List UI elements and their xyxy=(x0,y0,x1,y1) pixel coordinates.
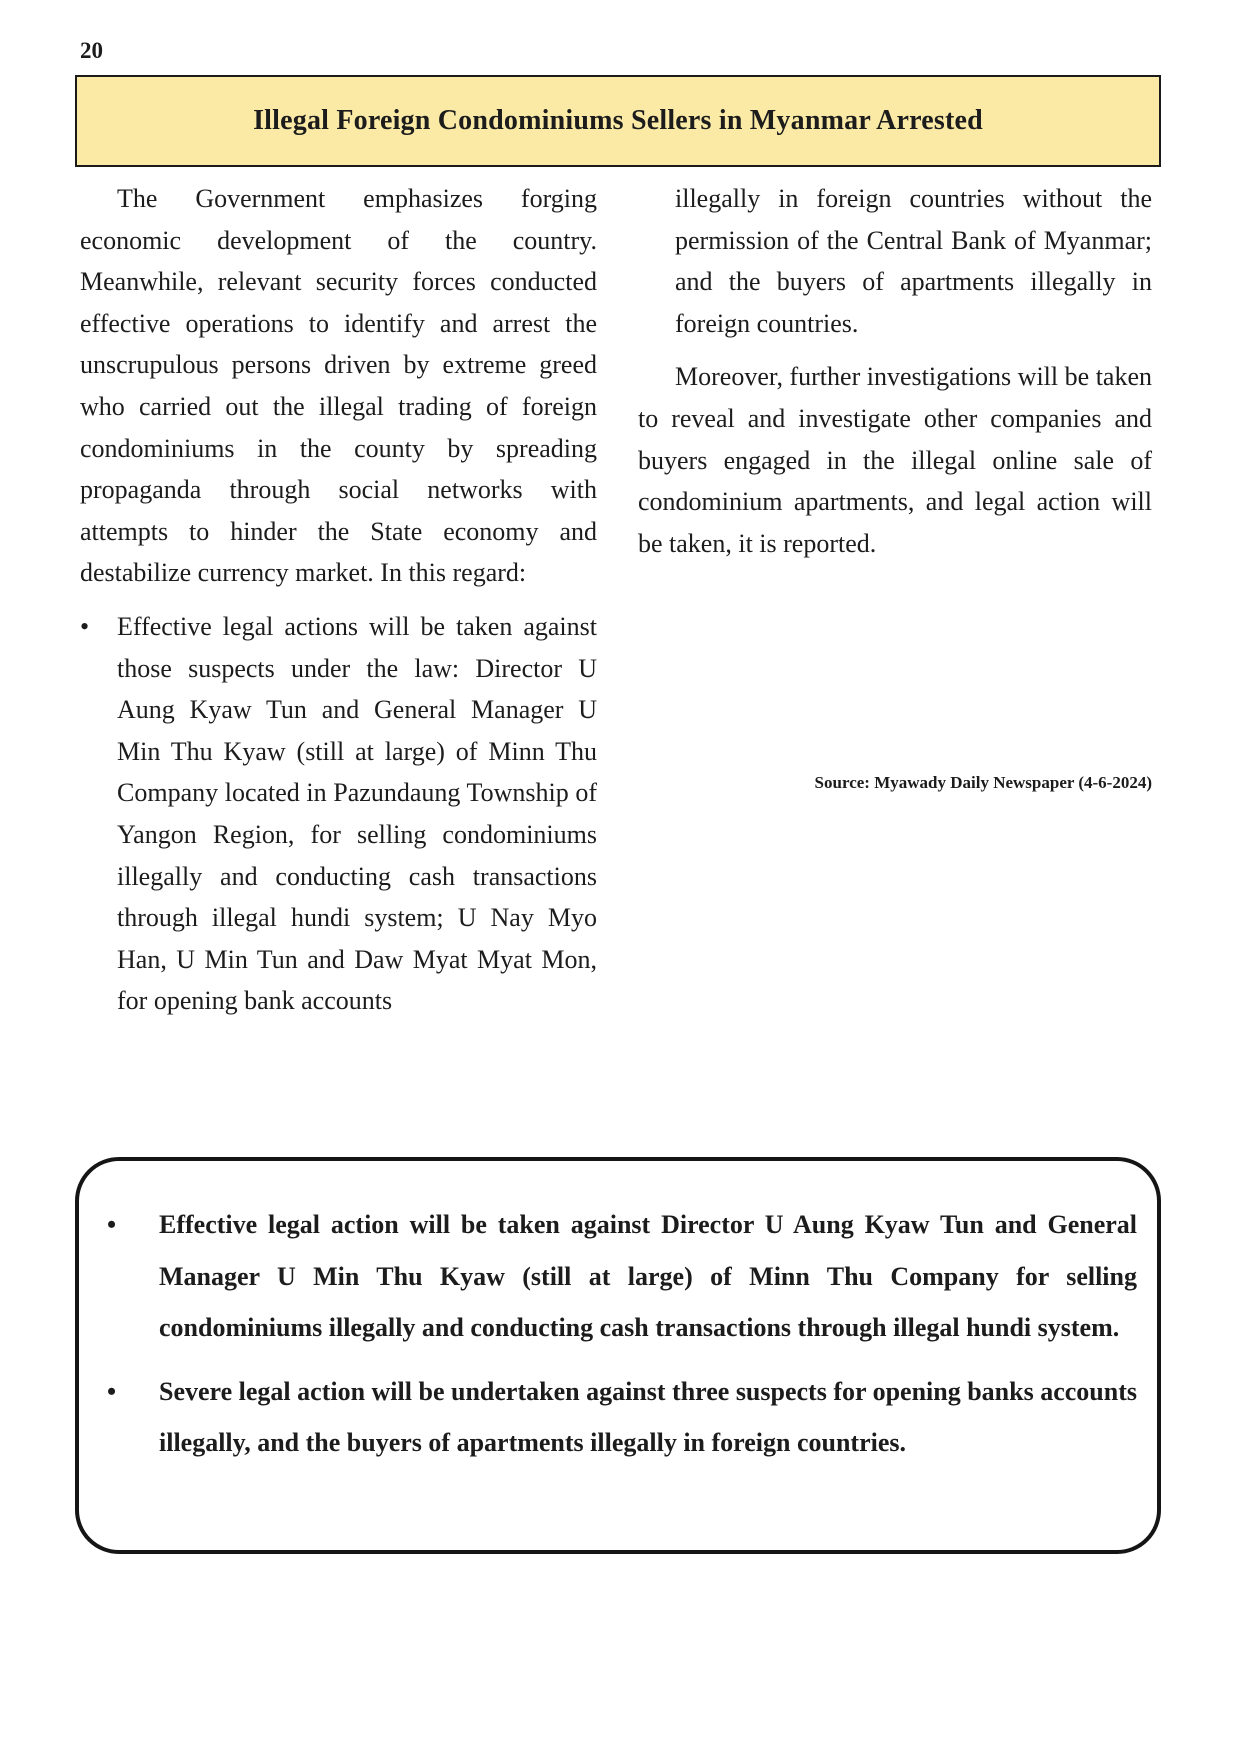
right-column xyxy=(638,178,1152,564)
bullet-icon: • xyxy=(107,1376,117,1406)
highlight-item xyxy=(99,1366,1137,1469)
source-citation: Source: Myawady Daily Newspaper (4-6-2024) xyxy=(814,773,1152,792)
bullet-icon: • xyxy=(107,1210,117,1239)
closing-paragraph: Moreover, further investigations will be taken to reveal and investigate other companies and buyers engaged in the illegal online sale of condominium apartments, and legal action will be taken, it is reported. xyxy=(638,362,1152,558)
bullet-icon: • xyxy=(80,611,90,641)
action-bullet-text: Effective legal actions will be taken against those suspects under the law: Director U Aung Kyaw Tun and General Manager U Min Thu Kyaw (still at large) of Minn Thu Company located in Pazundaung Township of Yangon Region, for selling condominiums illegally and conducting cash transactions through illegal hundi system; U Nay Myo Han, U Min Tun and Daw Myat Myat Mon, for opening bank accounts xyxy=(117,611,597,1016)
article-title: Illegal Foreign Condominiums Sellers in Myanmar Arrested xyxy=(253,105,983,136)
highlight-item-text: Effective legal action will be taken against Director U Aung Kyaw Tun and General Manager U Min Thu Kyaw (still at large) of Minn Thu Company for selling condominiums illegally and conducting cash transactions through illegal hundi system. xyxy=(159,1210,1137,1342)
page-number: 20 xyxy=(80,38,103,63)
highlight-item-text: Severe legal action will be undertaken against three suspects for opening banks accounts illegally, and the buyers of apartments illegally in foreign countries. xyxy=(159,1376,1137,1457)
highlight-item xyxy=(99,1199,1137,1354)
paragraph-spacer xyxy=(638,344,1152,356)
highlight-box xyxy=(75,1157,1161,1554)
action-bullet-item xyxy=(80,606,597,1022)
continuation-paragraph: illegally in foreign countries without the permission of the Central Bank of Myanmar; and the buyers of apartments illegally in foreign countries. xyxy=(675,184,1152,338)
left-column xyxy=(80,178,597,1022)
title-banner xyxy=(75,75,1161,167)
paragraph-spacer xyxy=(80,594,597,606)
intro-paragraph: The Government emphasizes forging economic development of the country. Meanwhile, relevant security forces conducted effective operations to identify and arrest the unscrupulous persons driven by extreme greed who carried out the illegal trading of foreign condominiums in the county by spreading propaganda through social networks with attempts to hinder the State economy and destabilize currency market. In this regard: xyxy=(80,184,597,588)
